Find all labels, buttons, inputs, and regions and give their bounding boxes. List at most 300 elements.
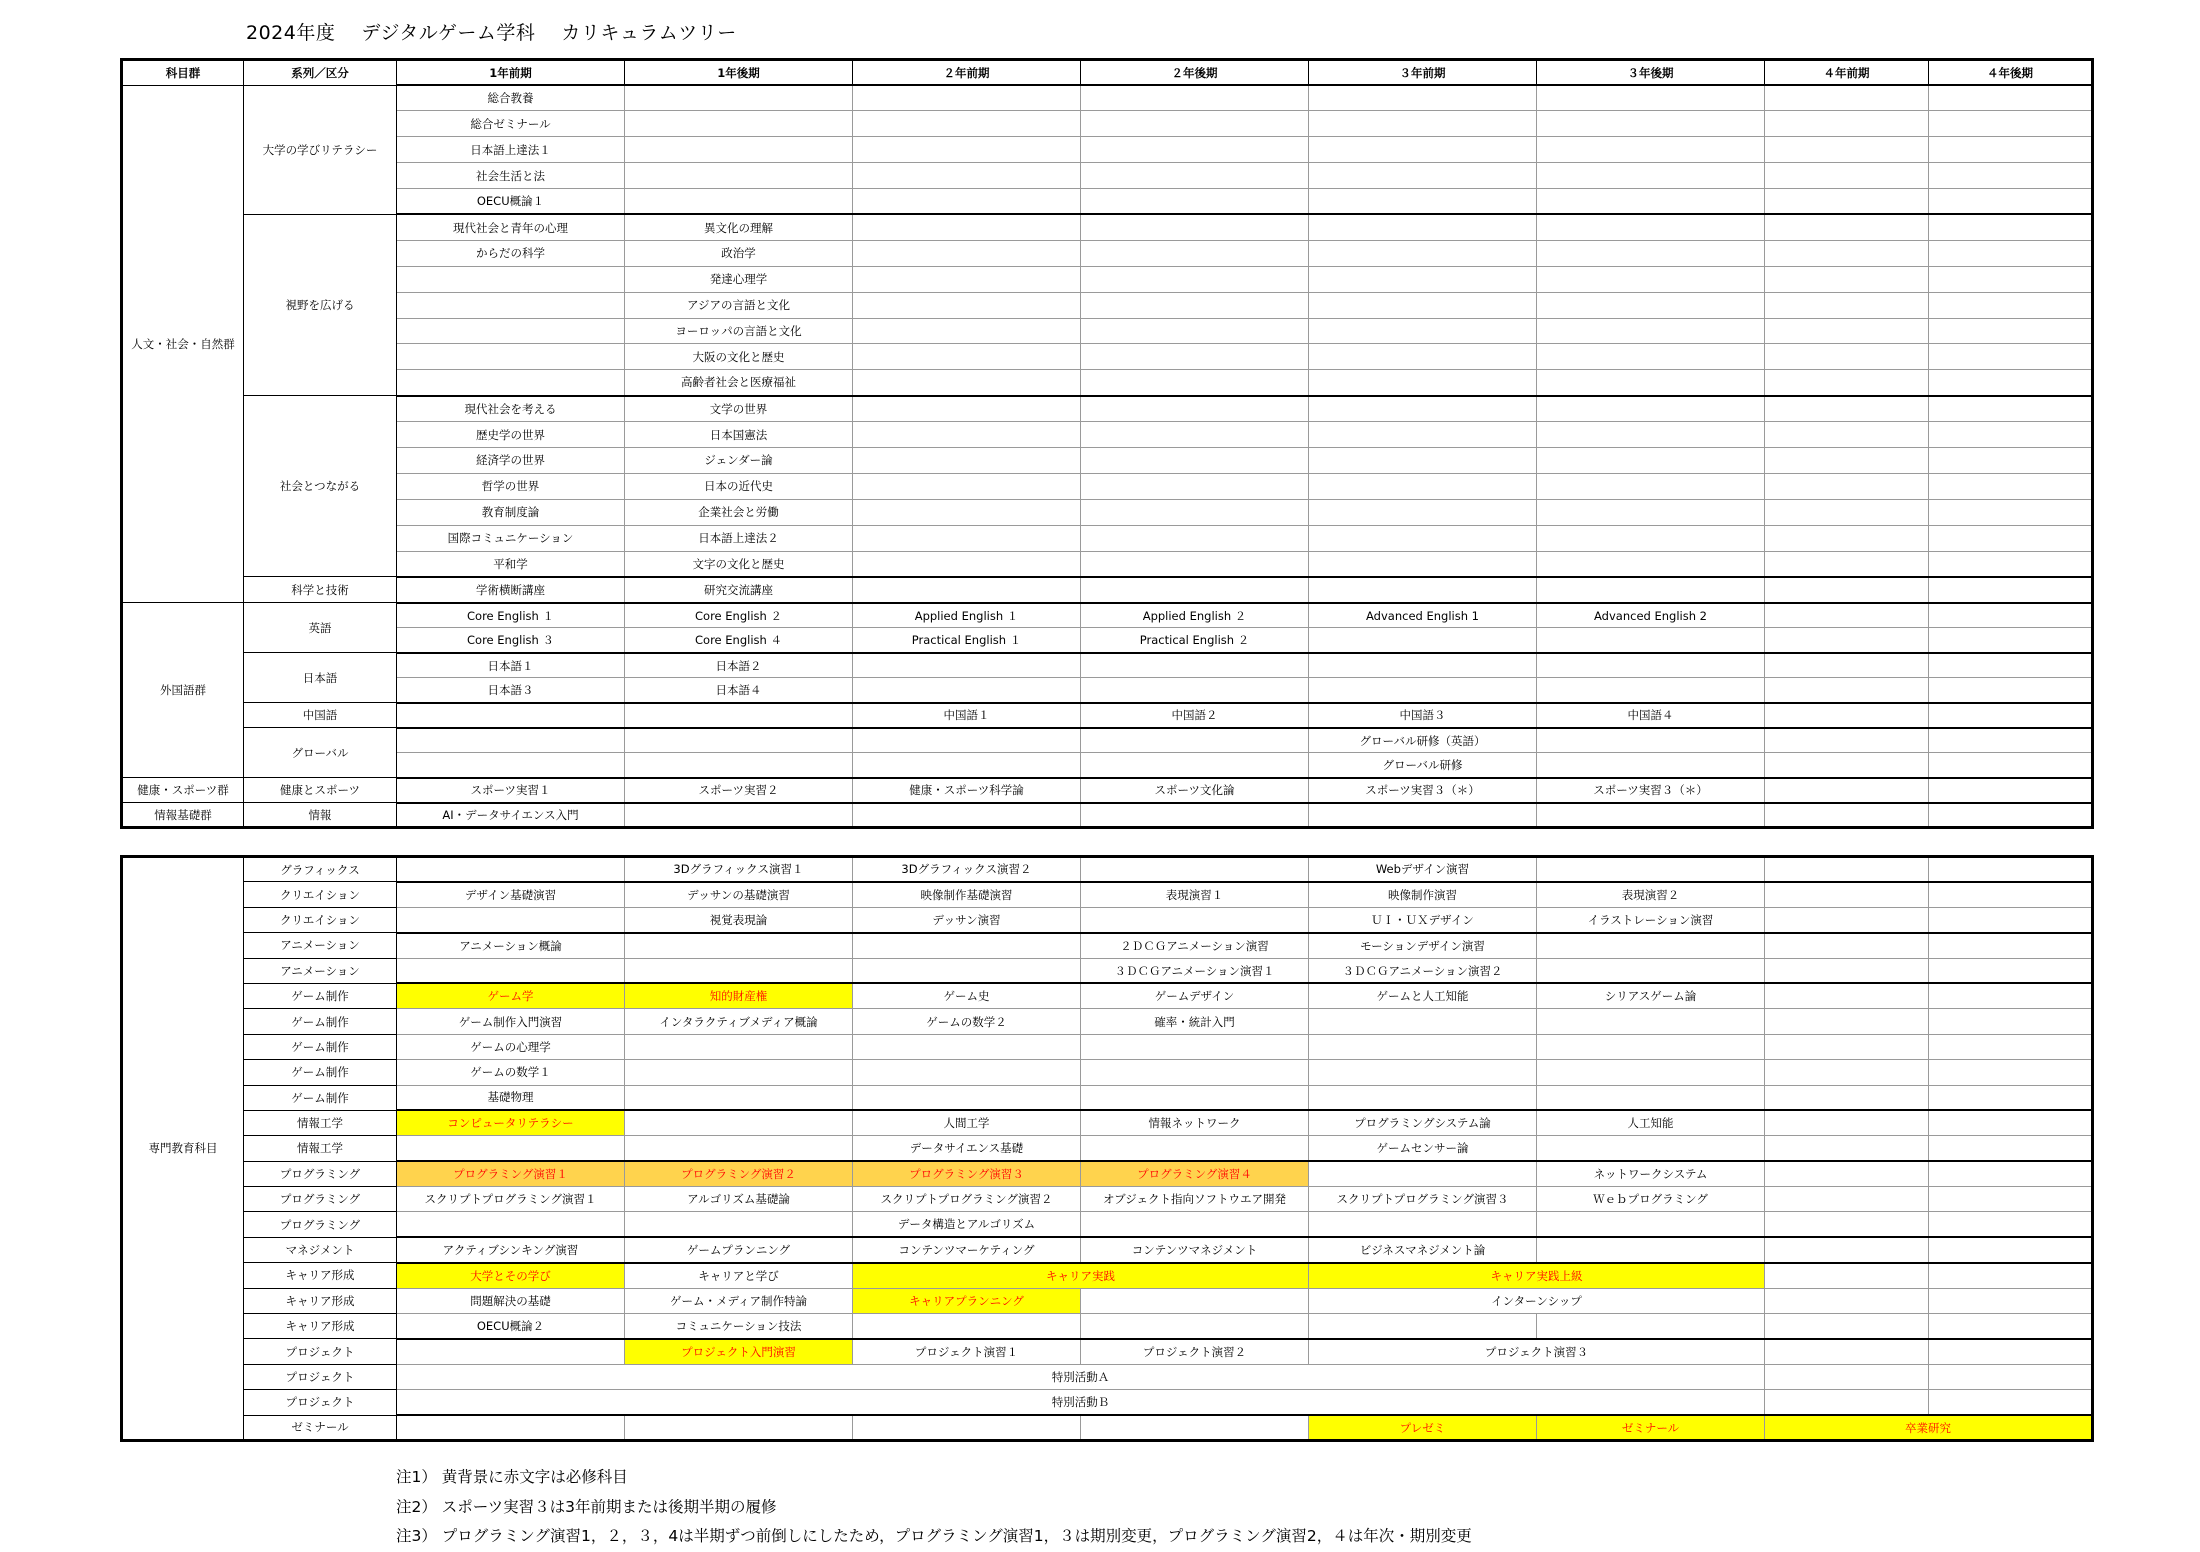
empty-cell — [1765, 422, 1929, 448]
empty-cell — [1929, 1009, 2093, 1034]
empty-cell — [1537, 111, 1765, 137]
empty-cell — [1929, 857, 2093, 882]
series-label: グラフィックス — [244, 857, 397, 882]
empty-cell — [853, 396, 1081, 422]
empty-cell — [1309, 137, 1537, 163]
column-header: ２年前期 — [853, 60, 1081, 86]
series-label: アニメーション — [244, 958, 397, 983]
empty-cell — [1929, 1364, 2093, 1389]
empty-cell — [1929, 653, 2093, 678]
course-cell: スポーツ実習３（＊） — [1537, 778, 1765, 803]
empty-cell — [1537, 344, 1765, 370]
empty-cell — [1929, 447, 2093, 473]
course-cell: ゲームの数学２ — [853, 1009, 1081, 1034]
empty-cell — [397, 703, 625, 728]
course-cell: 日本語４ — [625, 678, 853, 703]
course-cell: プロジェクト演習１ — [853, 1339, 1081, 1364]
empty-cell — [397, 958, 625, 983]
subject-group-label: 外国語群 — [122, 603, 244, 778]
course-cell: Core English ４ — [625, 628, 853, 653]
course-cell: プロジェクト入門演習 — [625, 1339, 853, 1364]
course-cell: Practical English ２ — [1081, 628, 1309, 653]
course-cell: コンテンツマネジメント — [1081, 1237, 1309, 1262]
course-cell: 日本の近代史 — [625, 473, 853, 499]
empty-cell — [625, 137, 853, 163]
empty-cell — [625, 753, 853, 778]
course-cell: 企業社会と労働 — [625, 499, 853, 525]
empty-cell — [1309, 1060, 1537, 1085]
series-label: 大学の学びリテラシー — [244, 85, 397, 214]
course-cell: ゲームセンサー論 — [1309, 1136, 1537, 1161]
empty-cell — [1537, 1085, 1765, 1110]
series-label: 英語 — [244, 603, 397, 653]
empty-cell — [1537, 137, 1765, 163]
empty-cell — [1929, 189, 2093, 215]
empty-cell — [1309, 163, 1537, 189]
empty-cell — [1537, 1237, 1765, 1262]
empty-cell — [1309, 525, 1537, 551]
empty-cell — [1929, 1339, 2093, 1364]
empty-cell — [625, 1060, 853, 1085]
empty-cell — [1309, 1161, 1537, 1186]
empty-cell — [853, 753, 1081, 778]
course-cell: アルゴリズム基礎論 — [625, 1187, 853, 1212]
course-cell: グローバル研修（英語） — [1309, 728, 1537, 753]
empty-cell — [1537, 499, 1765, 525]
series-label: 中国語 — [244, 703, 397, 728]
empty-cell — [397, 1415, 625, 1440]
empty-cell — [1765, 240, 1929, 266]
empty-cell — [1081, 240, 1309, 266]
empty-cell — [1929, 703, 2093, 728]
empty-cell — [1929, 1110, 2093, 1135]
empty-cell — [1309, 653, 1537, 678]
empty-cell — [1309, 473, 1537, 499]
empty-cell — [1081, 266, 1309, 292]
empty-cell — [1929, 163, 2093, 189]
course-cell: 特別活動Ａ — [397, 1364, 1765, 1389]
empty-cell — [1929, 473, 2093, 499]
empty-cell — [1765, 214, 1929, 240]
empty-cell — [1929, 1390, 2093, 1415]
empty-cell — [1765, 778, 1929, 803]
empty-cell — [1537, 857, 1765, 882]
course-cell: ゲームの数学１ — [397, 1060, 625, 1085]
empty-cell — [1081, 678, 1309, 703]
course-cell: 映像制作基礎演習 — [853, 882, 1081, 907]
empty-cell — [1309, 396, 1537, 422]
course-cell: スクリプトプログラミング演習１ — [397, 1187, 625, 1212]
empty-cell — [1765, 1364, 1929, 1389]
empty-cell — [1081, 1212, 1309, 1237]
series-label: プロジェクト — [244, 1364, 397, 1389]
course-cell: コンテンツマーケティング — [853, 1237, 1081, 1262]
course-cell: 問題解決の基礎 — [397, 1288, 625, 1313]
empty-cell — [1765, 653, 1929, 678]
course-cell: 文学の世界 — [625, 396, 853, 422]
empty-cell — [1309, 189, 1537, 215]
empty-cell — [853, 1415, 1081, 1440]
series-label: ゲーム制作 — [244, 1009, 397, 1034]
empty-cell — [1081, 111, 1309, 137]
empty-cell — [1309, 499, 1537, 525]
empty-cell — [1537, 628, 1765, 653]
course-cell: 知的財産権 — [625, 983, 853, 1008]
empty-cell — [397, 318, 625, 344]
empty-cell — [1929, 422, 2093, 448]
empty-cell — [1929, 933, 2093, 958]
empty-cell — [1309, 85, 1537, 111]
empty-cell — [625, 803, 853, 828]
empty-cell — [1537, 292, 1765, 318]
empty-cell — [853, 1314, 1081, 1339]
course-cell: Core English １ — [397, 603, 625, 628]
empty-cell — [1765, 1009, 1929, 1034]
course-cell: インタラクティブメディア概論 — [625, 1009, 853, 1034]
series-label: 情報工学 — [244, 1136, 397, 1161]
empty-cell — [853, 240, 1081, 266]
empty-cell — [1537, 1136, 1765, 1161]
series-label: ゲーム制作 — [244, 1085, 397, 1110]
course-cell: 発達心理学 — [625, 266, 853, 292]
course-cell: グローバル研修 — [1309, 753, 1537, 778]
empty-cell — [853, 422, 1081, 448]
series-label: アニメーション — [244, 933, 397, 958]
empty-cell — [1537, 422, 1765, 448]
course-cell: 現代社会を考える — [397, 396, 625, 422]
general-curriculum-table — [120, 58, 2094, 829]
course-cell: スクリプトプログラミング演習２ — [853, 1187, 1081, 1212]
empty-cell — [1929, 292, 2093, 318]
column-header: 系列／区分 — [244, 60, 397, 86]
empty-cell — [1765, 628, 1929, 653]
course-cell: 卒業研究 — [1765, 1415, 2093, 1440]
empty-cell — [625, 703, 853, 728]
course-cell: Applied English １ — [853, 603, 1081, 628]
course-cell: プログラミング演習３ — [853, 1161, 1081, 1186]
empty-cell — [1537, 577, 1765, 603]
column-header: 1年後期 — [625, 60, 853, 86]
empty-cell — [1537, 1034, 1765, 1059]
empty-cell — [1765, 678, 1929, 703]
note-1: 注1） 黄背景に赤文字は必修科目 — [396, 1468, 628, 1486]
course-cell: ゲーム制作入門演習 — [397, 1009, 625, 1034]
empty-cell — [1081, 473, 1309, 499]
series-label: プログラミング — [244, 1161, 397, 1186]
empty-cell — [1765, 1110, 1929, 1135]
empty-cell — [1929, 907, 2093, 932]
empty-cell — [1081, 214, 1309, 240]
empty-cell — [1929, 778, 2093, 803]
empty-cell — [1081, 137, 1309, 163]
empty-cell — [1765, 396, 1929, 422]
empty-cell — [1309, 577, 1537, 603]
empty-cell — [1929, 137, 2093, 163]
course-cell: 特別活動Ｂ — [397, 1390, 1765, 1415]
course-cell: コミュニケーション技法 — [625, 1314, 853, 1339]
empty-cell — [1929, 240, 2093, 266]
empty-cell — [1765, 266, 1929, 292]
course-cell: スクリプトプログラミング演習３ — [1309, 1187, 1537, 1212]
empty-cell — [1537, 1212, 1765, 1237]
course-cell: キャリア実践 — [853, 1263, 1309, 1288]
course-cell: 表現演習１ — [1081, 882, 1309, 907]
empty-cell — [1309, 266, 1537, 292]
empty-cell — [1765, 499, 1929, 525]
empty-cell — [1537, 163, 1765, 189]
course-cell: 3Dグラフィックス演習２ — [853, 857, 1081, 882]
empty-cell — [1929, 1314, 2093, 1339]
empty-cell — [1081, 1034, 1309, 1059]
empty-cell — [1929, 551, 2093, 577]
empty-cell — [625, 85, 853, 111]
course-cell: 総合教養 — [397, 85, 625, 111]
course-cell: アクティブシンキング演習 — [397, 1237, 625, 1262]
empty-cell — [1929, 803, 2093, 828]
empty-cell — [1765, 577, 1929, 603]
empty-cell — [1765, 803, 1929, 828]
series-label: 情報工学 — [244, 1110, 397, 1135]
course-cell: 教育制度論 — [397, 499, 625, 525]
course-cell: ゼミナール — [1537, 1415, 1765, 1440]
course-cell: 中国語２ — [1081, 703, 1309, 728]
series-label: 日本語 — [244, 653, 397, 703]
empty-cell — [397, 292, 625, 318]
empty-cell — [397, 753, 625, 778]
empty-cell — [1537, 189, 1765, 215]
course-cell: ヨーロッパの言語と文化 — [625, 318, 853, 344]
course-cell: 映像制作演習 — [1309, 882, 1537, 907]
empty-cell — [1537, 370, 1765, 396]
course-cell: 平和学 — [397, 551, 625, 577]
course-cell: インターンシップ — [1309, 1288, 1765, 1313]
course-cell: プログラミング演習２ — [625, 1161, 853, 1186]
empty-cell — [397, 728, 625, 753]
empty-cell — [1537, 933, 1765, 958]
course-cell: 異文化の理解 — [625, 214, 853, 240]
empty-cell — [1929, 603, 2093, 628]
empty-cell — [853, 678, 1081, 703]
empty-cell — [1081, 1136, 1309, 1161]
column-header: ４年後期 — [1929, 60, 2093, 86]
course-cell: 日本国憲法 — [625, 422, 853, 448]
empty-cell — [1081, 499, 1309, 525]
empty-cell — [1309, 678, 1537, 703]
course-cell: コンピュータリテラシー — [397, 1110, 625, 1135]
series-label: グローバル — [244, 728, 397, 778]
series-label: 科学と技術 — [244, 577, 397, 603]
empty-cell — [853, 318, 1081, 344]
empty-cell — [1765, 473, 1929, 499]
empty-cell — [625, 1212, 853, 1237]
course-cell: ゲームと人工知能 — [1309, 983, 1537, 1008]
empty-cell — [1081, 728, 1309, 753]
empty-cell — [1309, 1314, 1537, 1339]
empty-cell — [1081, 1314, 1309, 1339]
empty-cell — [1765, 137, 1929, 163]
series-label: キャリア形成 — [244, 1314, 397, 1339]
empty-cell — [397, 907, 625, 932]
empty-cell — [1537, 1009, 1765, 1034]
empty-cell — [1081, 1060, 1309, 1085]
empty-cell — [1929, 1212, 2093, 1237]
column-header: 科目群 — [122, 60, 244, 86]
empty-cell — [853, 292, 1081, 318]
empty-cell — [1929, 753, 2093, 778]
empty-cell — [1309, 422, 1537, 448]
empty-cell — [625, 111, 853, 137]
empty-cell — [1309, 447, 1537, 473]
empty-cell — [1765, 292, 1929, 318]
page-title: 2024年度 デジタルゲーム学科 カリキュラムツリー — [246, 22, 737, 44]
empty-cell — [853, 499, 1081, 525]
empty-cell — [1537, 678, 1765, 703]
course-cell: ゲーム学 — [397, 983, 625, 1008]
course-cell: ネットワークシステム — [1537, 1161, 1765, 1186]
empty-cell — [1765, 1263, 1929, 1288]
empty-cell — [1537, 318, 1765, 344]
empty-cell — [1309, 1212, 1537, 1237]
empty-cell — [853, 653, 1081, 678]
note-2: 注2） スポーツ実習３は3年前期または後期半期の履修 — [396, 1497, 777, 1516]
course-cell: ＵＩ・ＵＸデザイン — [1309, 907, 1537, 932]
empty-cell — [397, 370, 625, 396]
empty-cell — [1929, 728, 2093, 753]
course-cell: 大学とその学び — [397, 1263, 625, 1288]
empty-cell — [397, 266, 625, 292]
course-cell: 中国語１ — [853, 703, 1081, 728]
course-cell: 社会生活と法 — [397, 163, 625, 189]
empty-cell — [1081, 344, 1309, 370]
course-cell: Webデザイン演習 — [1309, 857, 1537, 882]
empty-cell — [1765, 882, 1929, 907]
empty-cell — [853, 525, 1081, 551]
empty-cell — [1765, 370, 1929, 396]
course-cell: データサイエンス基礎 — [853, 1136, 1081, 1161]
empty-cell — [1081, 447, 1309, 473]
empty-cell — [1081, 1085, 1309, 1110]
empty-cell — [1765, 1212, 1929, 1237]
course-cell: からだの科学 — [397, 240, 625, 266]
empty-cell — [1765, 111, 1929, 137]
course-cell: Core English ２ — [625, 603, 853, 628]
empty-cell — [625, 728, 853, 753]
empty-cell — [1929, 1034, 2093, 1059]
empty-cell — [1765, 983, 1929, 1008]
empty-cell — [625, 1085, 853, 1110]
course-cell: キャリアプランニング — [853, 1288, 1081, 1313]
empty-cell — [625, 1415, 853, 1440]
empty-cell — [1929, 111, 2093, 137]
course-cell: OECU概論２ — [397, 1314, 625, 1339]
column-header: ４年前期 — [1765, 60, 1929, 86]
course-cell: プレゼミ — [1309, 1415, 1537, 1440]
empty-cell — [397, 857, 625, 882]
empty-cell — [1929, 1263, 2093, 1288]
empty-cell — [1309, 240, 1537, 266]
course-cell: プログラミング演習１ — [397, 1161, 625, 1186]
course-cell: Core English ３ — [397, 628, 625, 653]
empty-cell — [1765, 1136, 1929, 1161]
course-cell: デザイン基礎演習 — [397, 882, 625, 907]
empty-cell — [1765, 1161, 1929, 1186]
empty-cell — [1537, 653, 1765, 678]
course-cell: 文字の文化と歴史 — [625, 551, 853, 577]
empty-cell — [853, 577, 1081, 603]
course-cell: 日本語上達法２ — [625, 525, 853, 551]
course-cell: シリアスゲーム論 — [1537, 983, 1765, 1008]
course-cell: スポーツ実習２ — [625, 778, 853, 803]
subject-group-label: 専門教育科目 — [122, 857, 244, 1441]
series-label: キャリア形成 — [244, 1263, 397, 1288]
course-cell: 日本語２ — [625, 653, 853, 678]
empty-cell — [1537, 525, 1765, 551]
empty-cell — [1929, 1237, 2093, 1262]
empty-cell — [1081, 653, 1309, 678]
empty-cell — [853, 1085, 1081, 1110]
empty-cell — [1309, 628, 1537, 653]
empty-cell — [1309, 1085, 1537, 1110]
empty-cell — [1537, 1314, 1765, 1339]
course-cell: 政治学 — [625, 240, 853, 266]
course-cell: 経済学の世界 — [397, 447, 625, 473]
empty-cell — [853, 473, 1081, 499]
empty-cell — [1537, 85, 1765, 111]
empty-cell — [1081, 577, 1309, 603]
empty-cell — [1081, 422, 1309, 448]
course-cell: 日本語上達法１ — [397, 137, 625, 163]
course-cell: 高齢者社会と医療福祉 — [625, 370, 853, 396]
empty-cell — [1929, 958, 2093, 983]
empty-cell — [1929, 499, 2093, 525]
empty-cell — [853, 85, 1081, 111]
empty-cell — [1537, 447, 1765, 473]
series-label: ゲーム制作 — [244, 1034, 397, 1059]
empty-cell — [853, 447, 1081, 473]
empty-cell — [1081, 525, 1309, 551]
empty-cell — [1537, 266, 1765, 292]
empty-cell — [1537, 214, 1765, 240]
series-label: 社会とつながる — [244, 396, 397, 577]
empty-cell — [853, 137, 1081, 163]
course-cell: スポーツ文化論 — [1081, 778, 1309, 803]
course-cell: AI・データサイエンス入門 — [397, 803, 625, 828]
empty-cell — [1765, 728, 1929, 753]
empty-cell — [1309, 318, 1537, 344]
series-label: ゲーム制作 — [244, 1060, 397, 1085]
empty-cell — [1081, 803, 1309, 828]
empty-cell — [1537, 1060, 1765, 1085]
series-label: ゲーム制作 — [244, 983, 397, 1008]
empty-cell — [1929, 1288, 2093, 1313]
empty-cell — [1309, 1034, 1537, 1059]
empty-cell — [1081, 318, 1309, 344]
empty-cell — [1765, 1314, 1929, 1339]
empty-cell — [1537, 803, 1765, 828]
column-header: 1年前期 — [397, 60, 625, 86]
subject-group-label: 健康・スポーツ群 — [122, 778, 244, 803]
course-cell: アジアの言語と文化 — [625, 292, 853, 318]
empty-cell — [1929, 882, 2093, 907]
empty-cell — [1081, 292, 1309, 318]
empty-cell — [1929, 1187, 2093, 1212]
course-cell: ３ＤＣＧアニメーション演習２ — [1309, 958, 1537, 983]
course-cell: Applied English ２ — [1081, 603, 1309, 628]
course-cell: 基礎物理 — [397, 1085, 625, 1110]
course-cell: 総合ゼミナール — [397, 111, 625, 137]
course-cell: ビジネスマネジメント論 — [1309, 1237, 1537, 1262]
course-cell: ３ＤＣＧアニメーション演習１ — [1081, 958, 1309, 983]
